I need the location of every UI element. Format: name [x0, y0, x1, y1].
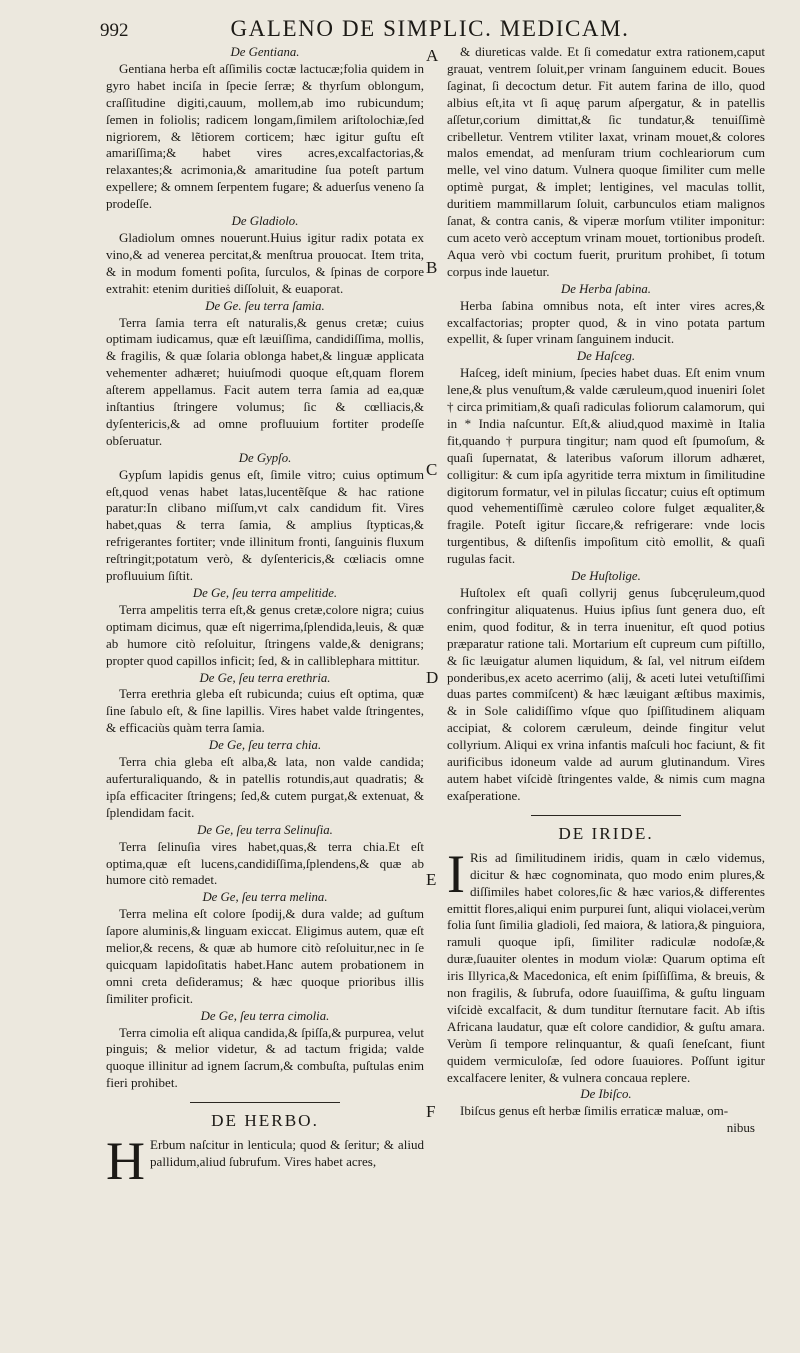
drop-cap-letter: H: [106, 1131, 145, 1192]
body-paragraph: Gypſum lapidis genus eſt, ſimile vitro; cuius optimum eſt,quod venas habet latas,lucentẽſque & hac ratione paratur:In clibano miſſum,vt calx candidum fit. Vires habet,quas & terra ſamia, & amplius ſtypticas,& refrigerantes fortiter; vnde illinitum fronti, ſanguinis fluxum reſtringit;potatum verò, & dyſentericis,& cœliacis omne profluuium ſiſtit.: [106, 466, 424, 584]
section-divider: [531, 815, 681, 816]
section-subtitle: De Huſtolige.: [571, 569, 641, 584]
margin-letter-b: B: [426, 258, 438, 277]
section-subtitle: De Ge, ſeu terra erethria.: [199, 670, 331, 685]
body-paragraph: Huſtolex eſt quaſi collyrij genus ſubcęruleum,quod confringitur aliquatenus. Huius ipſius ſunt genera duo, eſt enim, quod foditur, & in terra inuenitur, eſt quod potius præparatur ratione tali. Mortarium eſt cupreum cum piſtillo, & ſic læuigatur alumen liquidum, & ſal, vel nitrum eiſdem ponderibus,ex aceto acerrimo (alij, & aceti lutei vetuſtiſſimi duas partes commiſcent) & hæc læuigant æſtibus maximis, & in Sole calidiſſimo vſque quo ſpiſſitudinem aliquam accipiat, & colorem cæruleum, deinde fingitur velut collyrium. Aliqui ex vrina infantis maſculi hoc faciunt, & fit aurificibus idoneum valde ad aurum glutinandum. Vires autem habet viſcidè ſtringentes valde, & nimis cum magna exaſperatione.: [447, 585, 765, 803]
body-paragraph: Terra ampelitis terra eſt,& genus cretæ,colore nigra; cuius optimam dicimus, quæ eſt nigerrima,ſplendida,leuis, & quæ ab humore citò reſoluitur, ſtringens valde,& denigrans; propter quod capillos inficit; ſed, & in calliblephara mittitur.: [106, 601, 424, 668]
margin-letter-e: E: [426, 870, 437, 889]
section-subtitle: De Ge, ſeu terra ampelitide.: [192, 586, 338, 600]
page-number: 992: [100, 20, 129, 41]
body-paragraph: Terra cimolia eſt aliqua candida,& ſpiſſa,& purpurea, velut pinguis; & melior videtur, & ad tactum frigida; valde quoque illinitur ad ignem ſacrum,& combuſta, puſtulas enim fieri prohibet.: [106, 1024, 424, 1091]
section-heading: DE IRIDE.: [558, 823, 654, 843]
body-paragraph: Ibiſcus genus eſt herbæ ſimilis erraticæ maluæ, om-: [460, 1103, 729, 1119]
right-column: [447, 44, 765, 1137]
margin-letter-f: F: [426, 1102, 436, 1121]
body-paragraph: & diureticas valde. Et ſi comedatur extra rationem,caput grauat, ventrem ſoluit,per vrinam ſanguinem educit. Boues ſaginat, ſi decoctum detur. Fit autem farina de illo, quod albius eſt,ita vt ſi aquę parum aſpergatur, & in patellis aſſetur,corium dimittat,& ſic tundatur,& tenuiſſimè cribelletur. Ventrem vtiliter laxat, vrinam mouet,& colores malos emendat, ad menſuram trium cochleariorum cum melle, vel vino datum. Vulnera quoque ſimiliter cum melle optimè purgat, & implet; lentigines, vel maculas tollit, duritiem mammillarum ſoluit, carbunculos etiam malignos ſanat, & contra canis, & viperæ morſum vtiliter imponitur: cum aceto verò acceptum vrinam mouet, tortionibus prodeſt. Aqua verò vbi coctum fuerit, pruritum prohibet, ſi totum corpus inde lauetur.: [447, 44, 765, 279]
page-header: [100, 16, 760, 46]
margin-letter-c: C: [426, 460, 438, 479]
dropcap-text: Erbum naſcitur in lenticula; quod & ſeritur; & aliud pallidum,aliud ſubrufum. Vires habet acres,: [150, 1137, 424, 1170]
body-paragraph: Herba ſabina omnibus nota, eſt inter vires acres,& excalfactorias; propter quod, & in vino potata partum expellit, & ſuper vrinam ſanguinem inducit.: [447, 297, 765, 347]
section-subtitle: De Ge, ſeu terra chia.: [208, 738, 322, 753]
section-subtitle: De Haſceg.: [576, 349, 636, 364]
section-divider: [190, 1102, 340, 1103]
dropcap-text: Ris ad ſimilitudinem iridis, quam in cælo videmus, dicitur & hæc cognominata, quo modo enim plures,& diſſimiles habet colores,ſic & hæc varios,& differentes emittit flores,aliqui enim purpurei ſunt, aliqui violacei,verùm folia ſunt ſimilia gladioli, ſed maiora, & latiora,& pinguiora, ramuli quoque ipſi, ſimiliter radiculæ nodoſæ,& duræ,ſuauiter olentes in modum violæ: Quarum optima eſt iris Illyrica,& Macedonica, eſt enim ſpiſſiſſima, & breuis, & non fragilis, & ſubrufa, odore ſuauiſſima, & guſtu linguam viſcidè excalfacit, & dum tunditur ſternutare facit. Ab iſtis Africana laudatur, quæ eſt colore candidior, & guſtu amara. Verùm ſi tempore relinquantur, & quaſi ſeneſcant, fiunt quidem vermiculoſæ, ſed odore ſuauiores. Poſſunt igitur excalfacere leniter, & vulnera concaua replere.: [447, 849, 765, 1085]
section-subtitle: De Herba ſabina.: [561, 281, 651, 296]
body-paragraph: Gentiana herba eſt aſſimilis coctæ lactucæ;folia quidem in gyro habet inciſa in ſpecie ſerræ; & thyrſum oblongum, craſſitudine digiti,cauum, mollem,ab imo rubicundum; ſemen in foliolis; radicem longam,ſimilem ariſtolochiæ,ſed nigriorem, & lẽtiorem corticem; hæc igitur guſtu eſt amariſſima;& habet vires acres,excalfactorias,& relaxantes;& acrimonia,& amaritudine ſua poteſt partum expellere; & omnem ſerpentem fugare; & aduerſus veneno ſa prodeſſe.: [106, 60, 424, 212]
section-subtitle: De Gentiana.: [230, 45, 300, 59]
section-subtitle: De Ge, ſeu terra cimolia.: [200, 1008, 330, 1023]
body-paragraph: Haſceg, ideſt minium, ſpecies habet duas. Eſt enim vnum lene,& plus venuſtum,& valde cæruleum,quod inueniri ſolet † circa primitiam,& quaſi radiculas foliorum calamorum, qui in * India naſcuntur. Eſt,& aliud,quod maximè in Italia fit,quando † purpura tingitur; nam quod eſt ſpumoſum, & quaſi ſupernatat, & lateribus vaſorum illorum adhæret, colligitur: & cum ipſa agyritide terra mixtum in ſimilitudine digitorum formatur, vel in pilulas ſiccatur; cuius eſt optimum quod vehementiſſimè cæruleo colore fulget æqualiter,& fragile. Poteſt igitur ſiccare,& refrigerare: vnde locis turgentibus, & diſtenſis impoſitum citò emollit, & quaſi rugulas facit.: [447, 365, 765, 567]
section-subtitle: De Ibiſco.: [580, 1087, 632, 1102]
body-paragraph: Terra erethria gleba eſt rubicunda; cuius eſt optima, quæ ſine ſabulo eſt, & ſine lapillis. Vires habet valde ſtringentes, & efficaciùs quàm terra ſamia.: [106, 686, 424, 736]
body-paragraph: Terra ſelinuſia vires habet,quas,& terra chia.Et eſt optima,quæ eſt lucens,candidiſſima,ſplendens,& quæ ab humore citò remadet.: [106, 838, 424, 888]
catchword: nibus: [726, 1120, 755, 1136]
left-column: [106, 44, 424, 1192]
section-subtitle: De Gladiolo.: [231, 214, 299, 229]
body-paragraph: Terra ſamia terra eſt naturalis,& genus cretæ; cuius optimam iudicamus, quæ eſt læuiſſima, candidiſſima, mollis, & fragilis, & quæ ſolaria oblonga habet,& linguæ applicata vehementer adhæret; huiuſmodi quoque eſt,quam florem aſterem appellamus. Facit autem terra ſamia ad ea,quæ inſtantius ſtringere volumus; ſic & cœlliacis,& dyſentericis,& ad omne profluuium fortiter prodeſſe obſeruatur.: [106, 314, 424, 448]
dropcap-paragraph: [447, 843, 765, 1087]
running-title: GALENO DE SIMPLIC. MEDICAM.: [230, 16, 630, 41]
section-subtitle: De Ge, ſeu terra Selinuſia.: [197, 822, 333, 837]
margin-letter-a: A: [426, 46, 439, 65]
dropcap-paragraph: [106, 1131, 424, 1192]
body-paragraph: Gladiolum omnes nouerunt.Huius igitur radix potata ex vino,& ad venerea percitat,& menſtrua prouocat. Item trita, & in modum fomenti poſita, ſurculos, & ſpinas de corpore extrahit: etenim duritieṡ diſſoluit, & euaporat.: [106, 229, 424, 296]
section-subtitle: De Gypſo.: [238, 450, 292, 465]
body-paragraph: Terra chia gleba eſt alba,& lata, non valde candida; auferturaliquando, & in patellis rotundis,aut quadratis; & ipſa efficaciter ſtringens; ſed,& cutem purgat,& extenuat, & ſplendidam facit.: [106, 754, 424, 820]
section-heading: DE HERBO.: [211, 1111, 319, 1131]
section-subtitle: De Ge, ſeu terra melina.: [202, 890, 328, 905]
body-paragraph: Terra melina eſt colore ſpodij,& dura valde; ad guſtum ſapore aluminis,& linguam exiccat. Eligimus autem, quæ eſt melior,& recens, & quæ ab humore citò reſoluitur,nec in ſe quicquam lapidoſitatis habet.Hanc autem probationem in omni creta deſideramus; & hæc quoque prioribus illis ſimiliter proficit.: [106, 906, 424, 1006]
drop-cap-letter: I: [447, 843, 465, 904]
section-subtitle: De Ge. ſeu terra ſamia.: [205, 298, 325, 313]
margin-letter-d: D: [426, 668, 439, 687]
